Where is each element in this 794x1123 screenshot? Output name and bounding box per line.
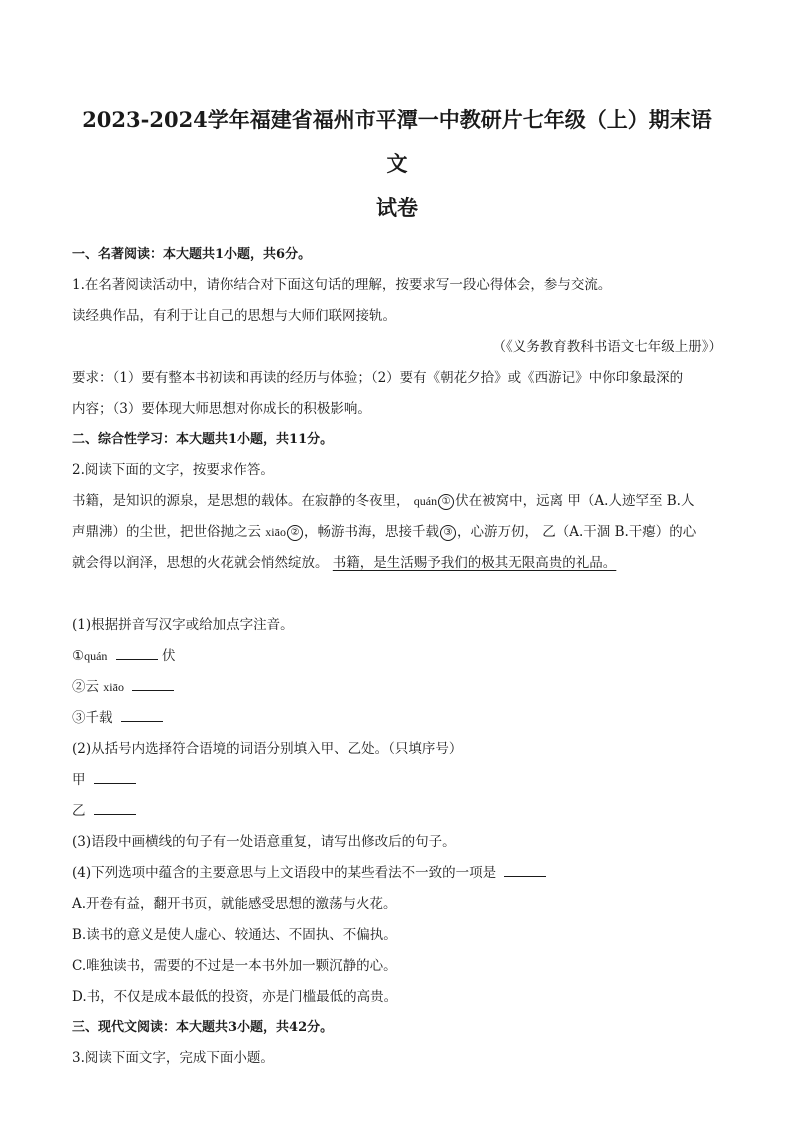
passage-text: 声鼎沸）的尘世，把世俗抛之云 (72, 524, 261, 540)
answer-blank[interactable] (121, 707, 163, 722)
question-3-intro: 3.阅读下面文字，完成下面小题。 (72, 1050, 274, 1066)
question-1-quote: 读经典作品，有利于让自己的思想与大师们联网接轨。 (72, 308, 396, 324)
blank-marker-2: ② (287, 525, 303, 541)
title-line-1: 2023-2024学年福建省福州市平潭一中教研片七年级（上）期末语文 (82, 107, 712, 176)
option-a: A.开卷有益，翻开书页，就能感受思想的激荡与火花。 (72, 896, 397, 912)
sub-question-2-item-a (72, 765, 722, 796)
title-line-2: 试卷 (376, 195, 418, 220)
item-pinyin: quán (84, 649, 108, 663)
item-number: ① (72, 648, 85, 664)
section-3-heading: 三、现代文阅读：本大题共3小题，共42分。 (72, 1020, 334, 1035)
question-1-source: （《义务教育教科书语文七年级上册》） (492, 339, 722, 355)
passage-pinyin: xiāo (265, 525, 286, 539)
underlined-sentence: 书籍，是生活赐予我们的极其无限高贵的礼品。 (332, 555, 617, 571)
sub-question-1: (1)根据拼音写汉字或给加点字注音。 (72, 617, 294, 633)
item-label: ②云 (72, 679, 99, 695)
passage-text: ，心游万仞， 乙（A.干涸 B.干瘪）的心 (456, 524, 697, 540)
sub-question-3: (3)语段中画横线的句子有一处语意重复，请写出修改后的句子。 (72, 834, 456, 850)
item-pinyin: xiāo (103, 680, 124, 694)
blank-marker-3: ③ (440, 525, 456, 541)
item-label: ③千载 (72, 710, 113, 726)
option-d: D.书，不仅是成本最低的投资，亦是门槛最低的高贵。 (72, 989, 398, 1005)
page-title (72, 98, 722, 230)
sub-question-2-item-b (72, 796, 722, 827)
answer-blank[interactable] (116, 645, 158, 660)
passage-pinyin: quán (413, 494, 438, 508)
answer-blank[interactable] (504, 862, 546, 877)
answer-blank[interactable] (94, 769, 136, 784)
passage-text: 就会得以润泽，思想的火花就会悄然绽放。 (72, 555, 329, 571)
question-1-requirements-line-2: 内容；（3）要体现大师思想对你成长的积极影响。 (72, 401, 371, 417)
exam-page (72, 98, 722, 1074)
blank-marker-1: ① (438, 494, 454, 510)
passage-text: ，畅游书海，思接千载 (303, 524, 439, 540)
passage-text: 伏在被窝中，远离 甲（ (455, 493, 595, 509)
sub-question-1-item-b (72, 672, 722, 703)
spacer (72, 579, 722, 610)
sub-question-1-item-c (72, 703, 722, 734)
answer-blank[interactable] (94, 800, 136, 815)
item-suffix: 伏 (162, 648, 176, 664)
sub-question-2: (2)从括号内选择符合语境的词语分别填入甲、乙处。（只填序号） (72, 741, 463, 757)
answer-blank[interactable] (132, 676, 174, 691)
option-b: B.读书的意义是使人虚心、较通达、不固执、不偏执。 (72, 927, 397, 943)
passage-text: 书籍，是知识的源泉，是思想的载体。在寂静的冬夜里， (72, 493, 410, 509)
sub-question-1-item-a (72, 641, 722, 672)
section-2-heading: 二、综合性学习：本大题共1小题，共11分。 (72, 432, 334, 447)
question-2-passage (72, 486, 722, 579)
item-label: 乙 (72, 803, 86, 819)
question-1-prompt: 1.在名著阅读活动中，请你结合对下面这句话的理解，按要求写一段心得体会，参与交流。 (72, 277, 612, 293)
question-2-intro: 2.阅读下面的文字，按要求作答。 (72, 462, 274, 478)
passage-option: A.人迹罕至 B.人 (594, 493, 695, 509)
sub-question-4 (72, 858, 722, 889)
section-1-heading: 一、名著阅读：本大题共1小题，共6分。 (72, 247, 312, 262)
option-c: C.唯独读书，需要的不过是一本书外加一颗沉静的心。 (72, 958, 397, 974)
item-label: 甲 (72, 772, 86, 788)
question-1-requirements-line-1: 要求：（1）要有整本书初读和再读的经历与体验；（2）要有《朝花夕拾》或《西游记》中你印象最深的 (72, 370, 684, 386)
sub-question-4-text: (4)下列选项中蕴含的主要意思与上文语段中的某些看法不一致的一项是 (72, 865, 497, 881)
